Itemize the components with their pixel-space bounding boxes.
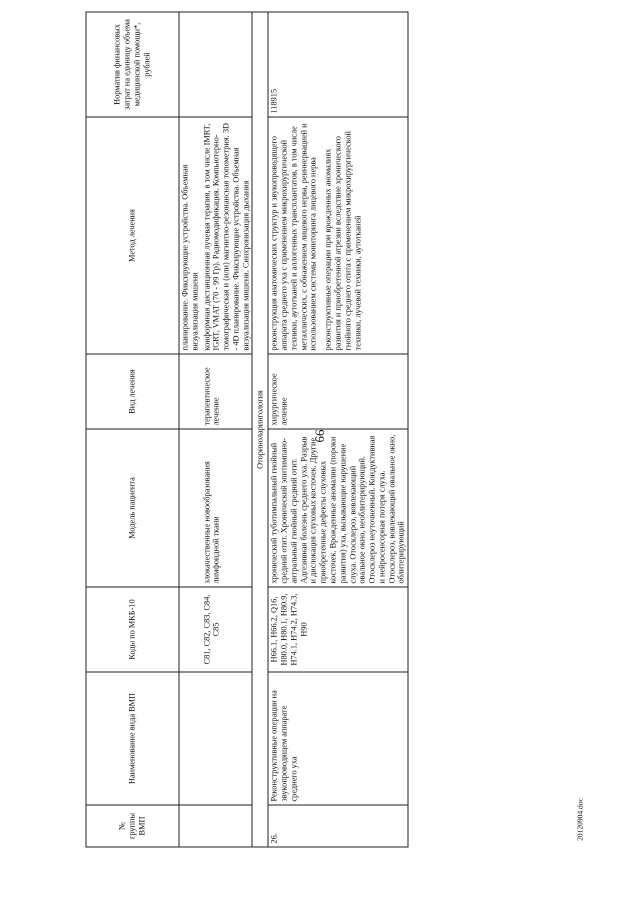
footer-doc-code: 20120904.doc <box>575 798 585 841</box>
method-gap <box>318 120 323 350</box>
header-icd: Коды по МКБ-10 <box>86 587 179 672</box>
table-row-continuation <box>179 12 201 847</box>
rotated-table-wrapper <box>85 12 585 847</box>
cell-treatment-type: терапевтическое лечение <box>201 354 252 429</box>
cell-model: хронический туботимпальный гнойный средний отит. Хронический эпитимпано-антральный гнойный средний отит. Адгезивная болезнь среднего уха. Разрыв и дислокация слуховых косточек. Другие приобретенные дефекты слуховых косточек. Врожденные аномалии (пороки развития) уха, вызывающие нарушение слуха. Отосклероз, вовлекающий овальное окно, необлитерирующий. Отосклероз неуточненный. Кондуктивная и нейросенсорная потеря слуха. Отосклероз, вовлекающий овальное окно, облитерирующий <box>268 429 408 587</box>
table-row-lymphoid <box>201 12 252 847</box>
header-norm: Норматив финансовых затрат на единицу объема медицинской помощи*, рублей <box>86 12 179 117</box>
cell-model: злокачественные новообразования лимфоидной ткани <box>201 429 252 587</box>
cell-icd: Н66.1, Н66.2, Q16, Н80.0, Н80.1, Н80.9, Н74.1, Н74.2, Н74.3, Н90 <box>268 587 408 672</box>
cell-treatment-type: хирургическое лечение <box>268 354 408 429</box>
header-treatment-type: Вид лечения <box>86 354 179 429</box>
cell-method <box>268 117 408 354</box>
table-section-row <box>252 12 268 847</box>
method-item-1: реконструкция анатомических структур и звукопроводящего аппарата среднего уха с применением микрохирургической техники, аутотканей и аллогенных трансплантатов, в том числе металлических, с обнажением лицевого нерва, реиннервацией и использованием системы мониторинга лицевого нерва <box>269 122 318 350</box>
header-name: Наименование вида ВМП <box>86 672 179 805</box>
cell-icd: С81, С82, С83, С84, С85 <box>201 587 252 672</box>
cell-empty <box>179 354 201 429</box>
header-group: № группы ВМП <box>86 805 179 847</box>
method-item-2: реконструктивные операции при врожденных аномалиях развития и приобретенной атрезии вследствие хронического гнойного среднего отита с применением микрохирургической техники, лучевой техники, аутотканей <box>323 130 362 350</box>
vmp-table <box>85 11 408 847</box>
cell-group: 26. <box>268 805 408 847</box>
page-number: 66 <box>312 429 327 443</box>
cell-empty <box>179 672 201 805</box>
cell-empty <box>201 805 252 847</box>
cell-norm: 118915 <box>268 12 408 117</box>
header-model: Модель пациента <box>86 429 179 587</box>
cell-method-continuation: планирование. Фиксирующие устройства. Объемная визуализация мишени <box>179 117 201 354</box>
section-title: Оториноларингология <box>252 12 268 847</box>
header-method: Метод лечения <box>86 117 179 354</box>
table-row-26 <box>268 12 408 847</box>
cell-empty <box>179 805 201 847</box>
cell-method: конформная дистанционная лучевая терапия, в том числе IMRT, IGRT, VMAT (70 - 99 Гр). Радиомодификация. Компьютерно-томографическая и (или) магнитно-резонансная топометрия. 3D - 4D планирование. Фиксирующие устройства. Объемная визуализация мишени. Синхронизация дыхания <box>201 117 252 354</box>
table-header-row <box>86 12 179 847</box>
cell-empty <box>201 672 252 805</box>
cell-empty <box>179 587 201 672</box>
cell-empty <box>201 12 252 117</box>
cell-name: Реконструктивные операции на звукопроводящем аппарате среднего уха <box>268 672 408 805</box>
cell-empty <box>179 12 201 117</box>
cell-empty <box>179 429 201 587</box>
